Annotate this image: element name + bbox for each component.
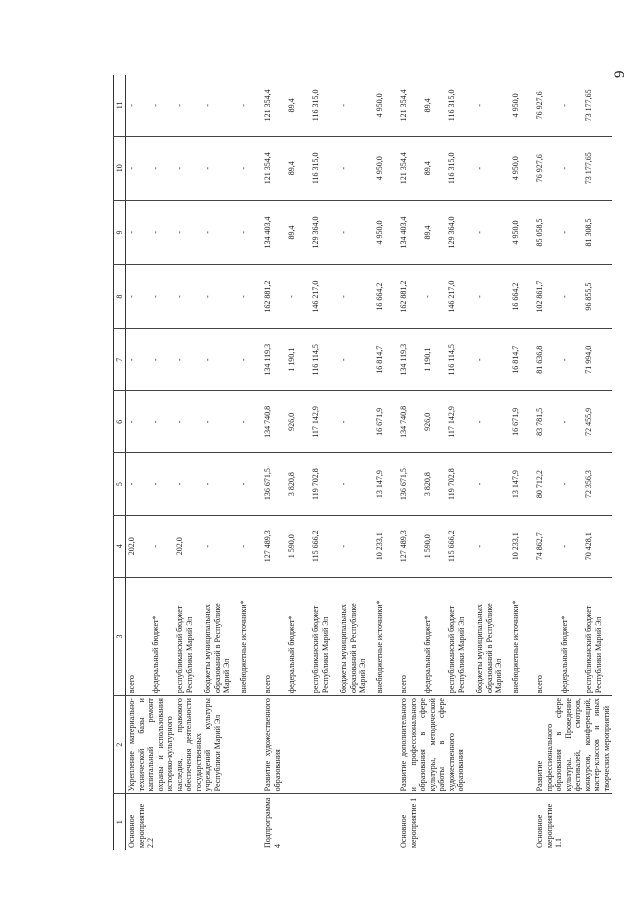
amount-cell: - [202,515,238,577]
amount-cell: - [174,329,202,391]
amount-cell: 89,4 [422,200,446,264]
amount-cell: 1 590,0 [422,515,446,577]
amount-cell: 202,0 [126,515,151,577]
amount-cell: 3 820,8 [422,453,446,515]
amount-cell: 134 740,8 [398,391,422,453]
amount-cell: 136 671,5 [398,453,422,515]
table-body [114,75,613,850]
amount-cell: 72 455,9 [583,391,612,453]
amount-cell: - [474,136,510,200]
amount-cell: 127 489,3 [398,515,422,577]
funding-source: республиканский бюджет Республики Марий Эл [446,577,474,695]
funding-source: внебюджетные источники* [510,577,534,695]
amount-cell: - [559,200,584,264]
amount-cell: - [126,453,151,515]
amount-cell: 926,0 [422,391,446,453]
amount-cell: 89,4 [423,98,432,113]
amount-cell: - [339,104,348,107]
amount-cell: 76 927,6 [535,91,544,120]
amount-cell: 4 950,0 [374,200,398,264]
funding-source: республиканский бюджет Республики Марий Эл [583,577,612,695]
amount-cell: - [474,515,510,577]
amount-cell: 134 119,3 [262,329,286,391]
amount-cell: - [126,329,151,391]
funding-source: всего [126,577,151,695]
amount-cell: 129 364,0 [310,200,338,264]
amount-cell: 102 861,7 [534,265,559,329]
amount-cell: - [174,136,202,200]
program-name: Развитие художественного образования [262,696,398,794]
table-row [398,75,422,850]
funding-source: всего [534,577,559,695]
amount-cell: 16 664,2 [510,265,534,329]
amount-cell: 4 950,0 [374,136,398,200]
amount-cell: 115 666,2 [446,515,474,577]
amount-cell: 116 315,0 [311,89,320,122]
amount-cell: - [475,104,484,107]
amount-cell: - [202,265,238,329]
amount-cell: - [126,136,151,200]
funding-source: республиканский бюджет Республики Марий Эл [174,577,202,695]
table-row [262,75,286,850]
amount-cell: 81 308,5 [583,200,612,264]
amount-cell: 4 950,0 [510,200,534,264]
amount-cell: 117 142,9 [446,391,474,453]
amount-cell: - [150,329,174,391]
amount-cell: - [338,453,374,515]
amount-cell: - [559,136,584,200]
amount-cell: 121 354,4 [398,136,422,200]
amount-cell: 1 590,0 [286,515,310,577]
header-cell: 1 [114,794,126,850]
program-name: Укрепление материально-технической базы и капитальный ремонт охраны и использования историко-культурного наследия, правового обеспечения деятельности государственных учреждений культуры Республики Марий Эл [126,696,263,794]
amount-cell: 16 671,9 [510,391,534,453]
funding-source: федеральный бюджет* [559,577,584,695]
amount-cell: - [150,136,174,200]
amount-cell: 96 855,5 [583,265,612,329]
amount-cell: 134 403,4 [398,200,422,264]
program-code: Основное мероприятие 1 [398,794,534,850]
amount-cell: - [559,329,584,391]
rotated-page [113,75,611,850]
program-code: Подпрограмма 4 [262,794,398,850]
funding-source: всего [398,577,422,695]
funding-source: бюджеты муниципальных образований в Республике Марий Эл [338,577,374,695]
header-row [114,75,126,850]
amount-cell: 89,4 [287,98,296,113]
amount-cell: 129 364,0 [446,200,474,264]
amount-cell: 4 950,0 [375,93,384,118]
amount-cell: 3 820,8 [286,453,310,515]
amount-cell: - [175,104,184,107]
amount-cell: - [202,136,238,200]
amount-cell: - [474,265,510,329]
amount-cell: - [286,265,310,329]
budget-table [113,75,612,850]
funding-source: федеральный бюджет* [422,577,446,695]
amount-cell: - [559,104,569,107]
amount-cell: 121 354,4 [262,136,286,200]
amount-cell: 116 315,0 [447,89,456,122]
amount-cell: 83 781,5 [534,391,559,453]
amount-cell: - [559,391,584,453]
program-name: Развитие дополнительного и профессионального образования в сфере культуры, методической работы в сфере художественного образования [398,696,534,794]
amount-cell: - [238,265,262,329]
amount-cell: - [338,391,374,453]
amount-cell: 73 177,65 [583,136,612,200]
amount-cell: 116 315,0 [310,136,338,200]
amount-cell: 127 489,3 [262,515,286,577]
funding-source: федеральный бюджет* [286,577,310,695]
amount-cell: 72 356,3 [583,453,612,515]
funding-source: всего [262,577,286,695]
table-row [534,75,559,850]
amount-cell: - [150,515,174,577]
amount-cell: 116 114,5 [310,329,338,391]
amount-cell: 10 233,1 [374,515,398,577]
amount-cell: 116 114,5 [446,329,474,391]
amount-cell: - [202,200,238,264]
amount-cell: - [474,391,510,453]
amount-cell: - [203,104,212,107]
amount-cell: - [238,329,262,391]
header-cell: 9 [114,200,126,264]
amount-cell: - [127,104,136,107]
amount-cell: - [559,453,584,515]
page-number: 9 [612,70,628,78]
amount-cell: 146 217,0 [446,265,474,329]
amount-cell: 89,4 [286,200,310,264]
funding-source: федеральный бюджет* [150,577,174,695]
amount-cell: 70 428,1 [583,515,612,577]
amount-cell: 16 671,9 [374,391,398,453]
amount-cell: 80 712,2 [534,453,559,515]
amount-cell: 16 814,7 [510,329,534,391]
amount-cell: - [338,265,374,329]
amount-cell: 119 702,8 [310,453,338,515]
amount-cell: 162 881,2 [398,265,422,329]
amount-cell: - [422,265,446,329]
amount-cell: - [126,265,151,329]
amount-cell: 121 354,4 [399,89,408,122]
amount-cell: - [238,200,262,264]
amount-cell: - [126,391,151,453]
amount-cell: - [150,200,174,264]
amount-cell: 16 664,2 [374,265,398,329]
amount-cell: - [150,453,174,515]
amount-cell: 926,0 [286,391,310,453]
amount-cell: 116 315,0 [446,136,474,200]
amount-cell: - [126,200,151,264]
amount-cell: - [559,265,584,329]
amount-cell: - [239,104,248,107]
amount-cell: 1 190,1 [286,329,310,391]
table-row [126,75,151,850]
amount-cell: 146 217,0 [310,265,338,329]
amount-cell: 202,0 [174,515,202,577]
amount-cell: - [238,515,262,577]
amount-cell: 134 403,4 [262,200,286,264]
amount-cell: - [202,453,238,515]
header-cell: 8 [114,265,126,329]
amount-cell: - [474,200,510,264]
amount-cell: 134 740,8 [262,391,286,453]
amount-cell: - [338,136,374,200]
amount-cell: - [174,200,202,264]
header-cell: 2 [114,696,126,794]
amount-cell: 136 671,5 [262,453,286,515]
funding-source: бюджеты муниципальных образований в Республике Марий Эл [474,577,510,695]
amount-cell: - [150,265,174,329]
program-code: Основное мероприятие 1.1 [534,794,612,850]
amount-cell: - [151,104,160,107]
amount-cell: - [174,265,202,329]
amount-cell: - [174,453,202,515]
amount-cell: 13 147,9 [374,453,398,515]
program-name: Развитие профессионального образования в сфере культуры. Проведение фестивалей, смотров, конкурсов, конференций, мастер-классов и иных творческих мероприятий [534,696,612,794]
amount-cell: - [202,329,238,391]
amount-cell: - [238,453,262,515]
amount-cell: 134 119,3 [398,329,422,391]
amount-cell: 81 636,8 [534,329,559,391]
amount-cell: - [202,391,238,453]
funding-source: бюджеты муниципальных образований в Республике Марий Эл [202,577,238,695]
amount-cell: 162 881,2 [262,265,286,329]
program-code: Основное мероприятие 2.2 [126,794,263,850]
amount-cell: 74 862,7 [534,515,559,577]
amount-cell: 4 950,0 [511,93,520,118]
amount-cell: 13 147,9 [510,453,534,515]
amount-cell: 89,4 [422,136,446,200]
amount-cell: 73 177,65 [584,89,594,122]
funding-source: внебюджетные источники* [238,577,262,695]
amount-cell: - [338,200,374,264]
header-cell: 7 [114,329,126,391]
header-cell: 11 [114,101,124,110]
header-cell: 6 [114,391,126,453]
amount-cell: - [338,329,374,391]
amount-cell: 89,4 [286,136,310,200]
amount-cell: - [559,515,584,577]
amount-cell: - [238,136,262,200]
amount-cell: - [174,391,202,453]
amount-cell: - [238,391,262,453]
amount-cell: - [474,329,510,391]
amount-cell: 119 702,8 [446,453,474,515]
amount-cell: 71 994,0 [583,329,612,391]
amount-cell: - [150,391,174,453]
amount-cell: 121 354,4 [263,89,272,122]
funding-source: внебюджетные источники* [374,577,398,695]
amount-cell: - [474,453,510,515]
header-cell: 4 [114,515,126,577]
amount-cell: 10 233,1 [510,515,534,577]
header-cell: 10 [114,136,126,200]
amount-cell: 76 927,6 [534,136,559,200]
amount-cell: 117 142,9 [310,391,338,453]
header-cell: 3 [114,577,126,695]
amount-cell: - [338,515,374,577]
amount-cell: 16 814,7 [374,329,398,391]
amount-cell: 115 666,2 [310,515,338,577]
funding-source: республиканский бюджет Республики Марий Эл [310,577,338,695]
amount-cell: 4 950,0 [510,136,534,200]
amount-cell: 85 058,5 [534,200,559,264]
header-cell: 5 [114,453,126,515]
amount-cell: 1 190,1 [422,329,446,391]
